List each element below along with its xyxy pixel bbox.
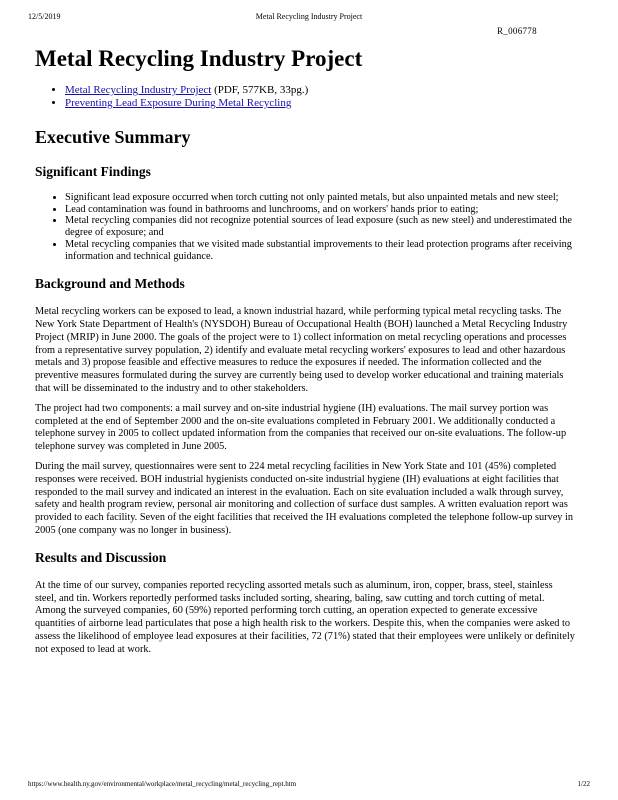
executive-summary-heading: Executive Summary [35, 127, 191, 147]
related-link-item [65, 97, 575, 110]
results-discussion-heading: Results and Discussion [35, 549, 167, 565]
report-pdf-link[interactable]: Metal Recycling Industry Project [65, 84, 212, 96]
related-links-list [35, 84, 575, 110]
background-methods-heading: Background and Methods [35, 276, 185, 292]
print-header [28, 12, 590, 22]
print-header-title: Metal Recycling Industry Project [255, 12, 363, 21]
significant-findings-heading: Significant Findings [35, 164, 151, 179]
results-paragraph: At the time of our survey, companies reported recycling assorted metals such as aluminum, iron, copper, brass, steel, stainless steel, and tin. Workers reportedly performed tasks included sorting, shearing, baling, saw cutting and torch cutting of metal. Among the surveyed companies, 60 (59%) reported performing torch cutting, an operation expected to generate excessive quantities of airborne lead particulates that pose a high health risk to the workers. Despite this, when the companies were asked to assess the likelihood of employee lead exposures at their facilities, 72 (71%) stated that their employees were unlikely or definitely not exposed to lead at work. [35, 579, 575, 655]
findings-list [35, 192, 575, 262]
bates-number: R_006778 [497, 26, 537, 36]
page-title: Metal Recycling Industry Project [35, 46, 363, 71]
background-paragraph: During the mail survey, questionnaires were sent to 224 metal recycling facilities in New York State and 101 (45%) completed responses were received. BOH industrial hygienists conducted on-site industrial hygiene (IH) evaluations at eight facilities that responded to the mail survey and indicated an interest in the evaluation. Each on site evaluation included a walk through survey, safety and health program review, personal air monitoring and collection of surface dust samples. A written evaluation report was provided to each facility. Seven of the eight facilities that received the IH evaluations completed the telephone follow-up survey in 2005 (one company was no longer in business). [35, 460, 574, 536]
page-number: 1/22 [577, 780, 590, 788]
finding-item: • Metal recycling companies did not recognize potential sources of lead exposure (such as new steel) and underestimated the degree of exposure; and [65, 215, 575, 238]
page-url: https://www.health.ny.gov/environmental/workplace/metal_recycling/metal_recycling_rept.htm [28, 780, 297, 788]
print-footer [28, 780, 590, 790]
background-paragraph: The project had two components: a mail survey and on-site industrial hygiene (IH) evaluations. The mail survey portion was completed at the end of September 2000 and the on-site evaluations completed in February 2001. We additionally conducted a telephone survey in 2005 to collect updated information from the companies that received our on-site evaluations. The follow-up telephone survey was completed in June 2005. [35, 402, 567, 453]
report-pdf-size: (PDF, 577KB, 33pg.) [211, 84, 309, 96]
related-link-item [65, 84, 575, 97]
print-date: 12/5/2019 [28, 12, 61, 21]
finding-item: • Significant lead exposure occurred when torch cutting not only painted metals, but also unpainted metals and new steel; [65, 192, 575, 204]
background-paragraph: Metal recycling workers can be exposed to lead, a known industrial hazard, while performing typical metal recycling tasks. The New York State Department of Health's (NYSDOH) Bureau of Occupational Health (BOH) launched a Metal Recycling Industry Project (MRIP) in June 2000. The goals of the project were to 1) collect information on metal recycling operations and processes from a representative survey population, 2) identify and evaluate metal recycling workers' exposures to lead and other hazardous metals and 3) propose feasible and effective measures to reduce the exposures if needed. The information collected and the preventive measures formulated during the survey are currently being used to develop worker educational and training materials that will be disseminated to the industry and to other stakeholders. [35, 306, 568, 394]
finding-item: • Lead contamination was found in bathrooms and lunchrooms, and on workers' hands prior to eating; [65, 204, 575, 216]
preventing-lead-link[interactable]: Preventing Lead Exposure During Metal Recycling [65, 97, 292, 109]
document-body [35, 46, 575, 657]
finding-item: • Metal recycling companies that we visited made substantial improvements to their lead protection programs after receiving information and technical guidance. [65, 239, 575, 262]
